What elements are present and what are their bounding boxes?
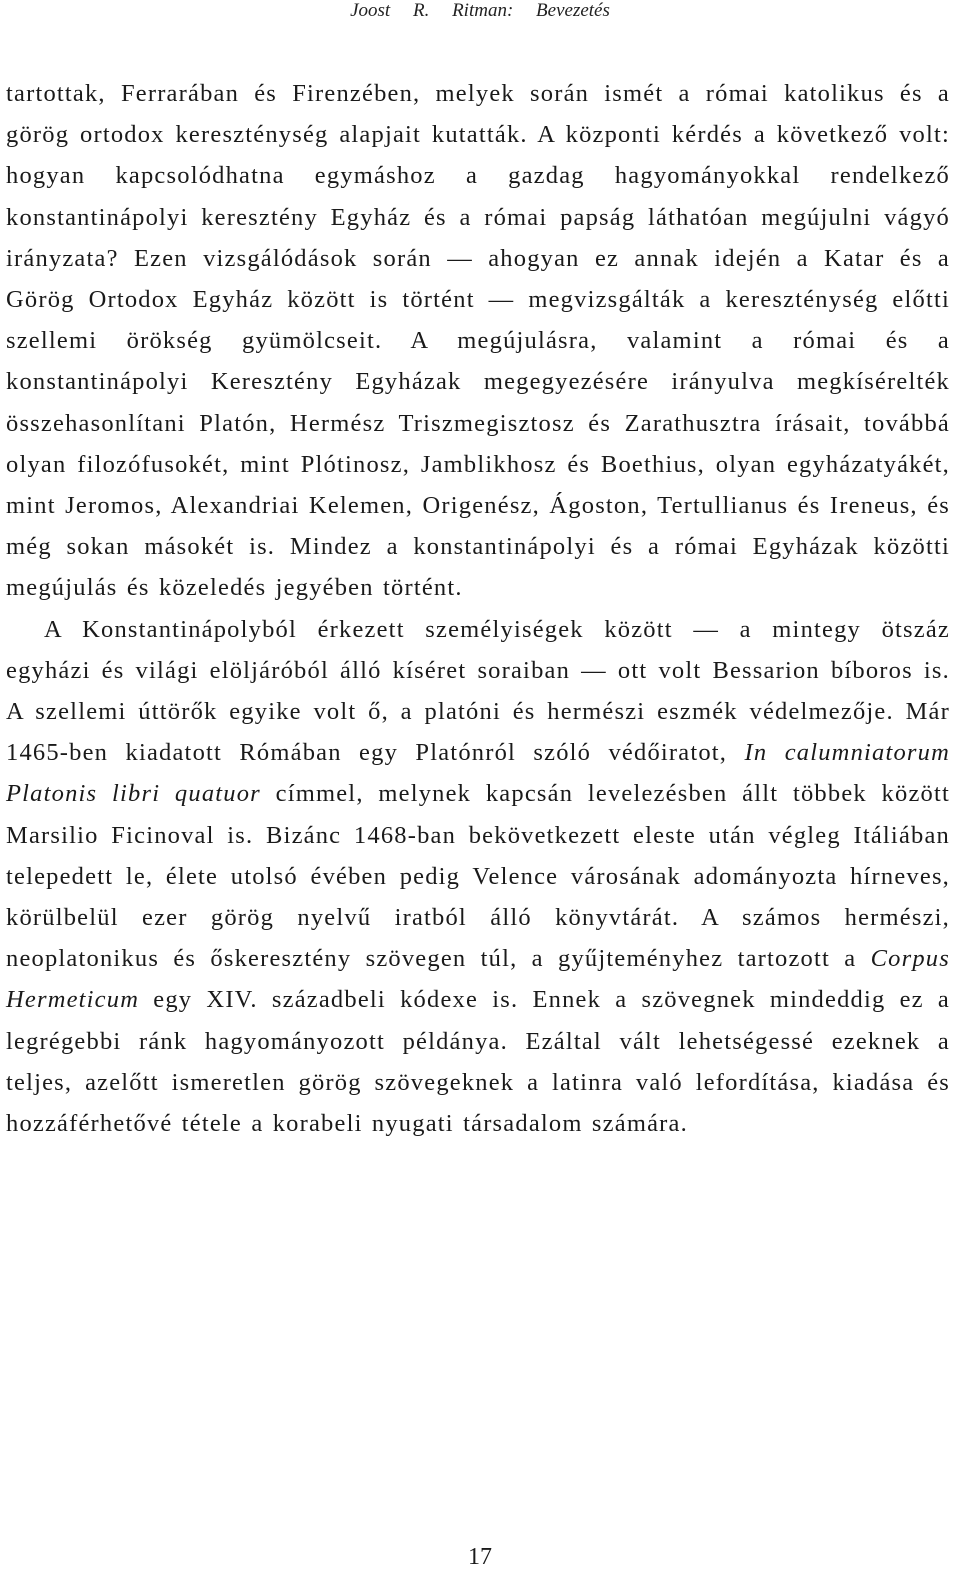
paragraph-1: tartottak, Ferrarában és Firenzében, melyek során ismét a római katolikus és a görög ortodox kereszténység alapjait kutatták. A központi kérdés a következő volt: hogyan kapcsolódhatna egymáshoz a gazdag hagyományokkal rendelkező konstantinápolyi keresztény Egyház és a római papság láthatóan megújulni vágyó irányzata? Ezen vizsgálódások során — ahogyan ez annak idején a Katar és a Görög Ortodox Egyház között is történt — megvizsgálták a kereszténység előtti szellemi örökség gyümölcseit. A megújulásra, valamint a római és a konstantinápolyi Keresztény Egyházak megegyezésére irányulva megkísérelték összehasonlítani Platón, Hermész Triszmegisztosz és Zarathusztra írásait, továbbá olyan filozófusokét, mint Plótinosz, Jamblikhosz és Boethius, olyan egyházatyákét, mint Jeromos, Alexandriai Kelemen, Origenész, Ágoston, Tertullianus és Ireneus, és még sokan másokét is. Mindez a konstantinápolyi és a római Egyházak közötti megújulás és közeledés jegyében történt. [6, 80, 950, 602]
page-number: 17 [468, 1544, 492, 1570]
corpus-hermeticum-italic: Corpus Hermeticum [6, 945, 950, 1014]
running-head-author-initial: R. [412, 0, 430, 21]
paragraph-2 [6, 609, 950, 1145]
running-head [0, 0, 960, 22]
running-head-author-first: Joost [350, 0, 391, 21]
running-head-section: Bevezetés [536, 0, 610, 21]
paragraph-2-part-3: egy XIV. századbeli kódexe is. Ennek a szövegnek mindeddig ez a legrégebbi ránk hagyományozott példánya. Ezáltal vált lehetségessé ezeknek a teljes, azelőtt ismeretlen görög szövegeknek a latinra való lefordítása, kiadása és hozzáférhetővé tétele a korabeli nyugati társadalom számára. [6, 986, 950, 1138]
paragraph-2-part-2: címmel, melynek kapcsán levelezésben állt többek között Marsilio Ficinoval is. Bizánc 1468-ban bekövetkezett eleste után végleg Itáliában telepedett le, élete utolsó évében pedig Velence városának adományozta hírneves, körülbelül ezer görög nyelvű iratból álló könyvtárát. A számos hermészi, neoplatonikus és őskeresztény szövegen túl, a gyűjteményhez tartozott a [6, 780, 950, 973]
book-title-italic: In calumniatorum Platonis libri quatuor [6, 739, 951, 808]
paragraph-2-part-1: A Konstantinápolyból érkezett személyiségek között — a mintegy ötszáz egyházi és világi elöljáróból álló kíséret soraiban — ott volt Bessarion bíboros is. A szellemi úttörők egyike volt ő, a platóni és hermészi eszmék védelmezője. Már 1465-ben kiadatott Rómában egy Platónról szóló védőiratot, [6, 615, 950, 767]
body-text [6, 73, 950, 1144]
running-head-author-last: Ritman: [452, 0, 514, 21]
